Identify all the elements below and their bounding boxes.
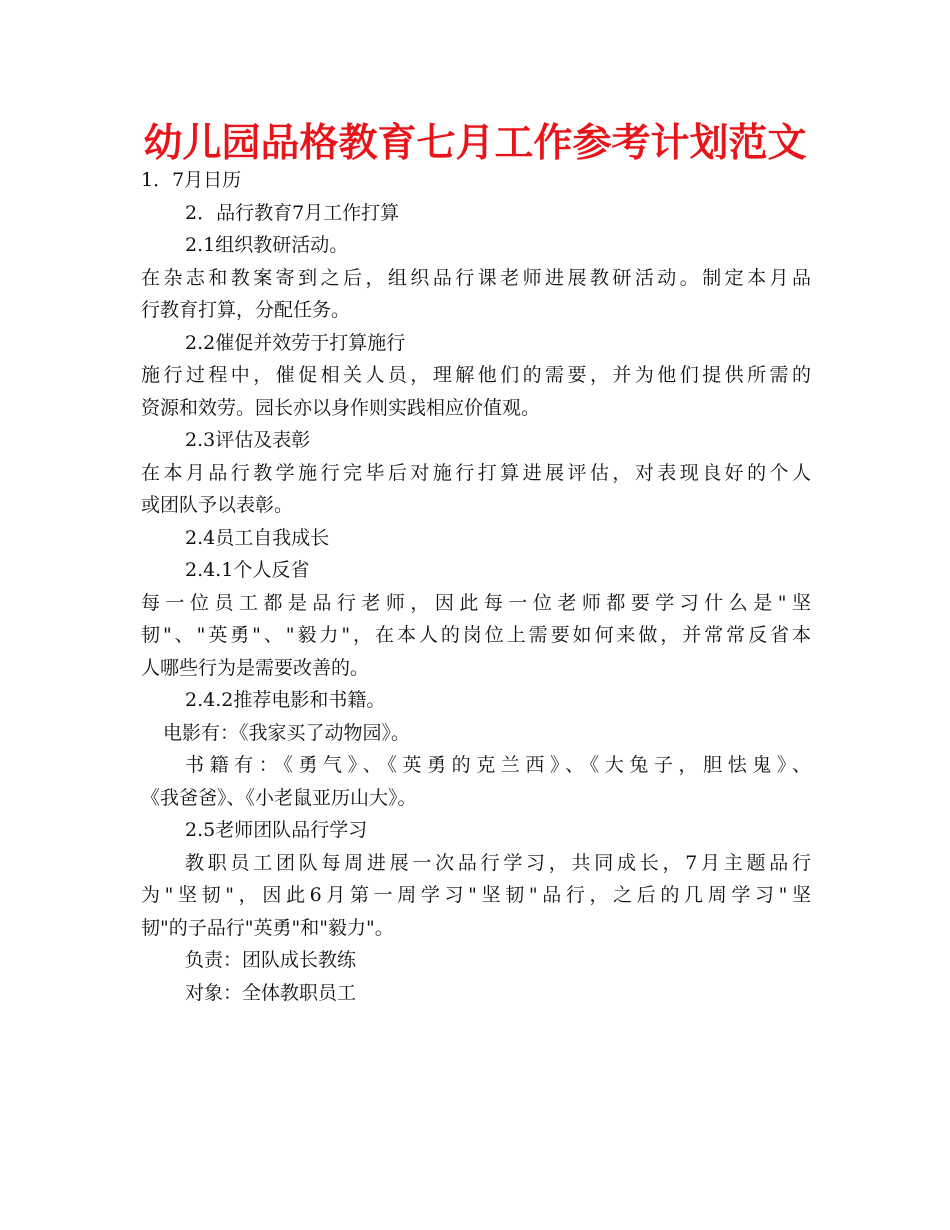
document-body xyxy=(141,164,811,1009)
heading-2-3: 2.3评估及表彰 xyxy=(185,429,311,451)
paragraph-2-4-1-line-2: 韧"、"英勇"、"毅力"，在本人的岗位上需要如何来做，并常常反省本 xyxy=(141,624,811,646)
heading-2-2: 2.2催促并效劳于打算施行 xyxy=(185,331,406,354)
paragraph-2-4-1-line-1: 每一位员工都是品行老师，因此每一位老师都要学习什么是"坚 xyxy=(141,591,811,614)
responsible-line: 负责：团队成长教练 xyxy=(185,949,357,971)
paragraph-2-2-line-1: 施行过程中，催促相关人员，理解他们的需要，并为他们提供所需的 xyxy=(141,364,811,386)
heading-2: 2．品行教育7月工作打算 xyxy=(185,201,400,224)
books-line-1: 书籍有：《勇气》、《英勇的克兰西》、《大兔子，胆怯鬼》、 xyxy=(185,754,811,776)
heading-2-4: 2.4员工自我成长 xyxy=(185,526,330,549)
paragraph-2-1-line-2: 行教育打算，分配任务。 xyxy=(141,299,351,321)
document-title: 幼儿园品格教育七月工作参考计划范文 xyxy=(143,121,807,166)
paragraph-2-5-line-3: 韧"的子品行"英勇"和"毅力"。 xyxy=(141,916,394,939)
paragraph-2-3-line-1: 在本月品行教学施行完毕后对施行打算进展评估，对表现良好的个人 xyxy=(141,461,811,484)
paragraph-2-5-line-2: 为"坚韧"，因此6月第一周学习"坚韧"品行，之后的几周学习"坚 xyxy=(141,884,811,906)
heading-2-1: 2.1组织教研活动。 xyxy=(185,234,349,256)
books-line-2: 《我爸爸》、《小老鼠亚历山大》。 xyxy=(141,786,417,809)
heading-2-4-1: 2.4.1个人反省 xyxy=(185,559,310,581)
heading-1: 1．7月日历 xyxy=(141,169,242,191)
heading-2-5: 2.5老师团队品行学习 xyxy=(185,819,368,841)
paragraph-2-3-line-2: 或团队予以表彰。 xyxy=(141,494,294,516)
heading-2-4-2: 2.4.2推荐电影和书籍。 xyxy=(185,689,386,711)
paragraph-2-2-line-2: 资源和效劳。园长亦以身作则实践相应价值观。 xyxy=(141,396,541,419)
paragraph-2-5-line-1: 教职员工团队每周进展一次品行学习，共同成长，7月主题品行 xyxy=(185,851,811,874)
movies-line: 电影有：《我家买了动物园》。 xyxy=(163,721,411,744)
paragraph-2-1-line-1: 在杂志和教案寄到之后，组织品行课老师进展教研活动。制定本月品 xyxy=(141,266,811,289)
audience-line: 对象：全体教职员工 xyxy=(185,981,357,1004)
paragraph-2-4-1-line-3: 人哪些行为是需要改善的。 xyxy=(141,656,370,679)
